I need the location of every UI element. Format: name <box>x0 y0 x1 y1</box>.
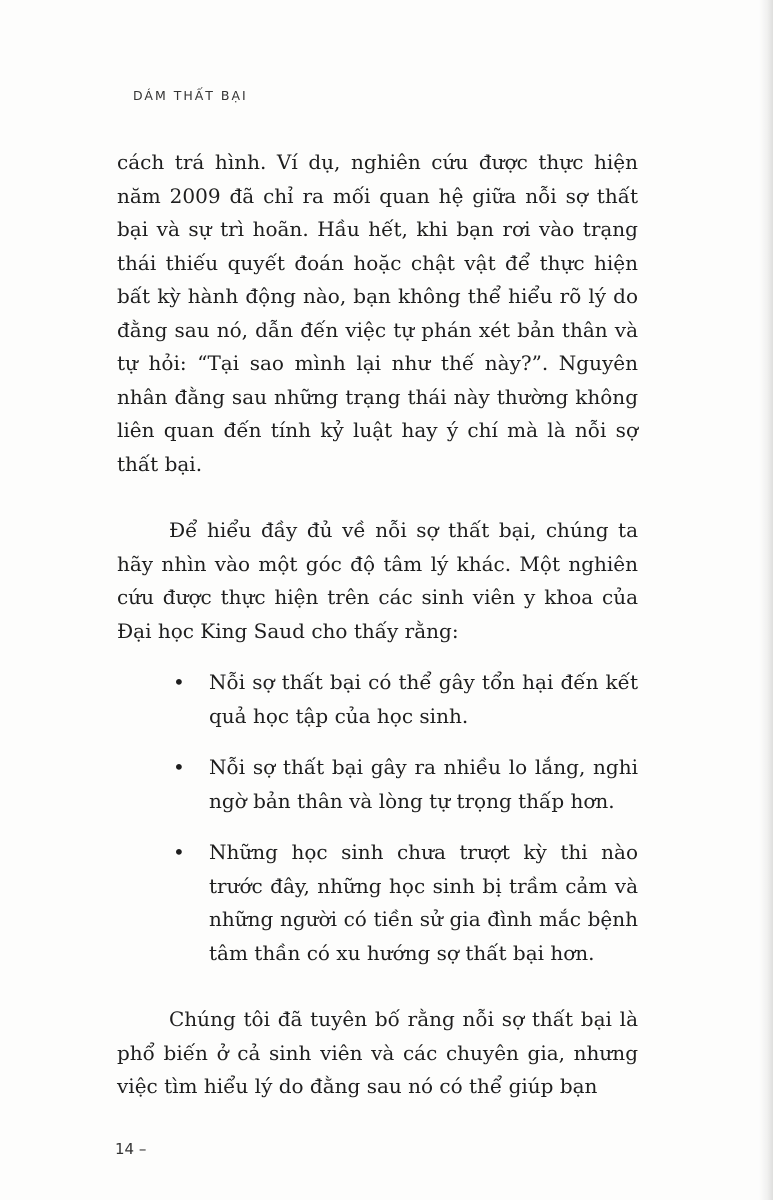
page-edge-shadow <box>759 0 773 1200</box>
body-text <box>117 146 638 1104</box>
list-gap <box>117 648 638 666</box>
bullet-list <box>117 666 638 970</box>
running-header: DÁM THẤT BẠI <box>133 88 248 103</box>
bullet-text: Nỗi sợ thất bại có thể gây tổn hại đến kết quả học tập của học sinh. <box>209 670 638 728</box>
list-gap <box>117 733 638 751</box>
bullet-marker: • <box>173 670 185 694</box>
bullet-marker: • <box>173 755 185 779</box>
bullet-item-2 <box>117 751 638 818</box>
paragraph-gap <box>117 970 638 1003</box>
bullet-text: Nỗi sợ thất bại gây ra nhiều lo lắng, nghi ngờ bản thân và lòng tự trọng thấp hơn. <box>209 755 638 813</box>
list-gap <box>117 818 638 836</box>
bullet-item-3 <box>117 836 638 970</box>
bullet-text: Những học sinh chưa trượt kỳ thi nào trước đây, những học sinh bị trầm cảm và những người có tiền sử gia đình mắc bệnh tâm thần có xu hướng sợ thất bại hơn. <box>209 840 638 965</box>
paragraph-1: cách trá hình. Ví dụ, nghiên cứu được thực hiện năm 2009 đã chỉ ra mối quan hệ giữa nỗi sợ thất bại và sự trì hoãn. Hầu hết, khi bạn rơi vào trạng thái thiếu quyết đoán hoặc chật vật để thực hiện bất kỳ hành động nào, bạn không thể hiểu rõ lý do đằng sau nó, dẫn đến việc tự phán xét bản thân và tự hỏi: “Tại sao mình lại như thế này?”. Nguyên nhân đằng sau những trạng thái này thường không liên quan đến tính kỷ luật hay ý chí mà là nỗi sợ thất bại. <box>117 150 638 476</box>
paragraph-2: Để hiểu đầy đủ về nỗi sợ thất bại, chúng ta hãy nhìn vào một góc độ tâm lý khác. Một nghiên cứu được thực hiện trên các sinh viên y khoa của Đại học King Saud cho thấy rằng: <box>117 518 638 643</box>
bullet-item-1 <box>117 666 638 733</box>
bullet-marker: • <box>173 840 185 864</box>
page-number: 14 – <box>115 1140 147 1158</box>
paragraph-gap <box>117 481 638 514</box>
paragraph-3: Chúng tôi đã tuyên bố rằng nỗi sợ thất bại là phổ biến ở cả sinh viên và các chuyên gia, nhưng việc tìm hiểu lý do đằng sau nó có thể giúp bạn <box>117 1007 638 1098</box>
